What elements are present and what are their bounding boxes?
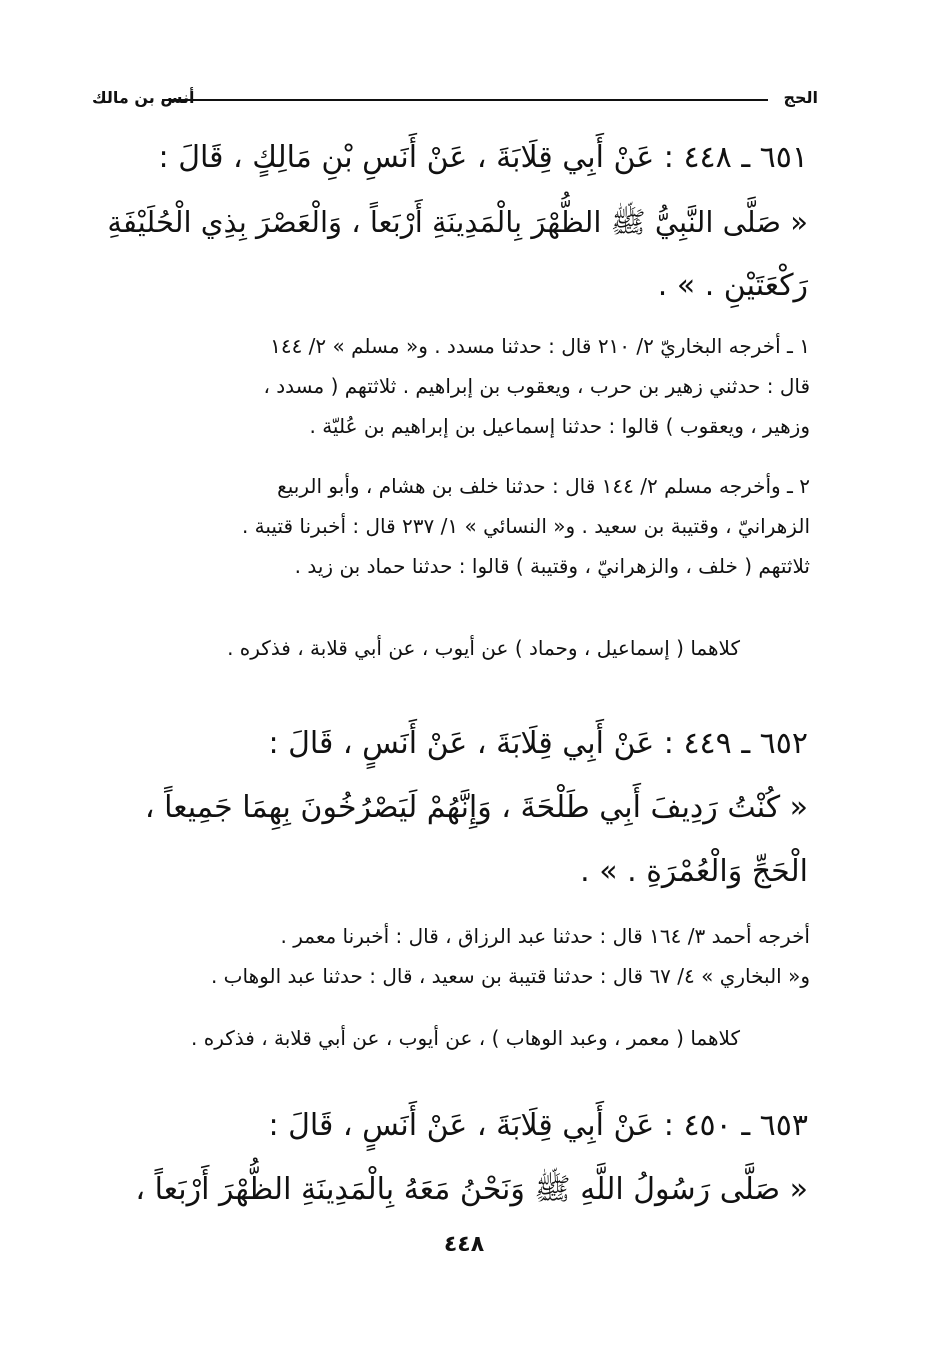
page-number: ٤٤٨ <box>443 1232 485 1257</box>
hadith-653 <box>100 1094 808 1222</box>
note-line: كلاهما ( معمر ، وعبد الوهاب ) ، عن أيوب ، عن أبي قلابة ، فذكره . <box>191 1026 740 1050</box>
hadith-line: رَكْعَتَيْنِ . » . <box>657 268 808 303</box>
takhrij-651-1 <box>100 326 810 446</box>
takhrij-651-summary <box>100 628 740 668</box>
running-header <box>92 86 818 114</box>
hadith-line: « صَلَّى النَّبِيُّ ﷺ الظُّهْرَ بِالْمَدِينَةِ أَرْبَعاً ، وَالْعَصْرَ بِذِي الْحُلَيْفَةِ <box>107 205 808 239</box>
note-line: و« البخاري » ٤/ ٦٧ قال : حدثنا قتيبة بن سعيد ، قال : حدثنا عبد الوهاب . <box>210 964 810 988</box>
note-line: الزهرانيّ ، وقتيبة بن سعيد . و« النسائي » ١/ ٢٣٧ قال : أخبرنا قتيبة . <box>241 514 810 538</box>
hadith-652 <box>100 712 808 904</box>
note-line: وزهير ، ويعقوب ) قالوا : حدثنا إسماعيل بن إبراهيم بن عُليّة . <box>309 414 810 438</box>
hadith-line: ٦٥٢ ـ ٤٤٩ : عَنْ أَبِي قِلَابَةَ ، عَنْ أَنَسٍ ، قَالَ : <box>268 726 808 761</box>
hadith-line: « صَلَّى رَسُولُ اللَّهِ ﷺ وَنَحْنُ مَعَهُ بِالْمَدِينَةِ الظُّهْرَ أَرْبَعاً ، <box>135 1172 808 1207</box>
takhrij-652 <box>100 916 810 996</box>
takhrij-652-summary <box>100 1018 740 1058</box>
hadith-line: الْحَجِّ وَالْعُمْرَةِ . » . <box>580 854 808 889</box>
takhrij-651-2 <box>100 466 810 586</box>
narrator-title: أنس بن مالك <box>92 88 195 107</box>
note-line: ١ ـ أخرجه البخاريّ ٢/ ٢١٠ قال : حدثنا مسدد . و« مسلم » ٢/ ١٤٤ <box>270 334 810 358</box>
note-line: أخرجه أحمد ٣/ ١٦٤ قال : حدثنا عبد الرزاق ، قال : أخبرنا معمر . <box>280 924 810 948</box>
hadith-line: « كُنْتُ رَدِيفَ أَبِي طَلْحَةَ ، وَإِنَّهُمْ لَيَصْرُخُونَ بِهِمَا جَمِيعاً ، <box>144 790 808 825</box>
chapter-title: الحج <box>783 88 818 107</box>
hadith-line: ٦٥١ ـ ٤٤٨ : عَنْ أَبِي قِلَابَةَ ، عَنْ أَنَسِ بْنِ مَالِكٍ ، قَالَ : <box>158 140 808 175</box>
note-line: قال : حدثني زهير بن حرب ، ويعقوب بن إبراهيم . ثلاثتهم ( مسدد ، <box>263 374 810 398</box>
note-line: ٢ ـ وأخرجه مسلم ٢/ ١٤٤ قال : حدثنا خلف بن هشام ، وأبو الربيع <box>277 474 810 498</box>
note-line: كلاهما ( إسماعيل ، وحماد ) عن أيوب ، عن أبي قلابة ، فذكره . <box>227 636 740 660</box>
hadith-651 <box>100 126 808 318</box>
hadith-line: ٦٥٣ ـ ٤٥٠ : عَنْ أَبِي قِلَابَةَ ، عَنْ أَنَسٍ ، قَالَ : <box>268 1108 808 1143</box>
header-rule <box>162 99 768 101</box>
note-line: ثلاثتهم ( خلف ، والزهرانيّ ، وقتيبة ) قالوا : حدثنا حماد بن زيد . <box>294 554 810 578</box>
